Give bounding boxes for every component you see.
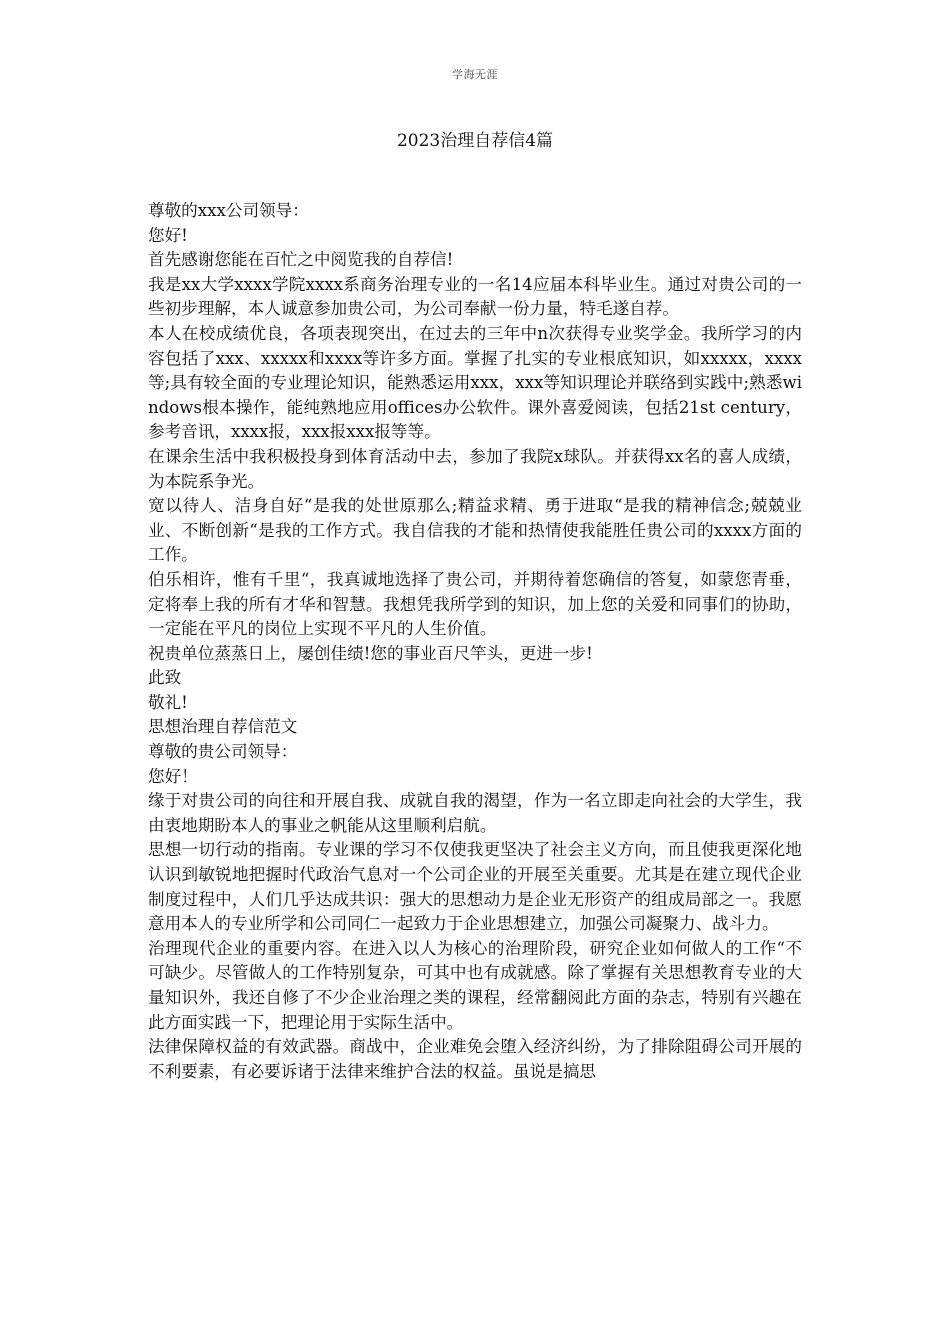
- paragraph: 我是xx大学xxxx学院xxxx系商务治理专业的一名14应届本科毕业生。通过对贵公司的一些初步理解，本人诚意参加贵公司，为公司奉献一份力量，特毛遂自荐。: [148, 274, 802, 319]
- paragraph: 敬礼!: [148, 692, 188, 712]
- paragraph: 尊敬的xxx公司领导：: [148, 201, 309, 220]
- paragraph: 在课余生活中我积极投身到体育活动中去，参加了我院x球队。并获得xx名的喜人成绩，为本院系争光。: [148, 446, 802, 491]
- paragraph: 首先感谢您能在百忙之中阅览我的自荐信!: [148, 250, 454, 270]
- paragraph: 祝贵单位蒸蒸日上，屡创佳绩!您的事业百尺竿头，更进一步!: [148, 643, 593, 663]
- paragraph: 治理现代企业的重要内容。在进入以人为核心的治理阶段，研究企业如何做人的工作“不可缺少。尽管做人的工作特别复杂，可其中也有成就感。除了掌握有关思想教育专业的大量知识外，我还自修了不少企业治理之类的课程，经常翻阅此方面的杂志，特别有兴趣在此方面实践一下，把理论用于实际生活中。: [148, 938, 802, 1032]
- document-body: [148, 199, 802, 1084]
- document-title: 2023治理自荐信4篇: [396, 131, 554, 151]
- paragraph: 您好!: [148, 225, 188, 245]
- paragraph: 本人在校成绩优良，各项表现突出，在过去的三年中n次获得专业奖学金。我所学习的内容包括了xxx、xxxxx和xxxx等许多方面。掌握了扎实的专业根底知识，如xxxxx，xxxx等;具有较全面的专业理论知识，能熟悉运用xxx，xxx等知识理论并联络到实践中;熟悉windows根本操作，能纯熟地应用offices办公软件。课外喜爱阅读，包括21st century，参考音讯，xxxx报，xxx报xxx报等等。: [148, 323, 802, 442]
- page-header-mark: 学海无涯: [452, 68, 498, 81]
- paragraph: 宽以待人、洁身自好“是我的处世原那么;精益求精、勇于进取“是我的精神信念;兢兢业业、不断创新“是我的工作方式。我自信我的才能和热情使我能胜任贵公司的xxxx方面的工作。: [148, 496, 802, 565]
- paragraph: 法律保障权益的有效武器。商战中，企业难免会堕入经济纠纷，为了排除阻碍公司开展的不利要素，有必要诉诸于法律来维护合法的权益。虽说是搞思: [148, 1037, 802, 1081]
- section-heading: 思想治理自荐信范文: [148, 717, 298, 737]
- paragraph: 思想一切行动的指南。专业课的学习不仅使我更坚决了社会主义方向，而且使我更深化地认识到敏锐地把握时代政治气息对一个公司企业的开展至关重要。尤其是在建立现代企业制度过程中，人们几乎达成共识：强大的思想动力是企业无形资产的组成局部之一。我愿意用本人的专业所学和公司同仁一起致力于企业思想建立，加强公司凝聚力、战斗力。: [148, 840, 802, 934]
- paragraph: 此致: [148, 668, 182, 688]
- paragraph: 伯乐相许，惟有千里“，我真诚地选择了贵公司，并期待着您确信的答复，如蒙您青垂，定将奉上我的所有才华和智慧。我想凭我所学到的知识，加上您的关爱和同事们的协助，一定能在平凡的岗位上实现不平凡的人生价值。: [148, 569, 802, 639]
- paragraph: 您好！: [148, 766, 198, 786]
- paragraph: 缘于对贵公司的向往和开展自我、成就自我的渴望，作为一名立即走向社会的大学生，我由衷地期盼本人的事业之帆能从这里顺利启航。: [148, 791, 802, 835]
- paragraph: 尊敬的贵公司领导：: [148, 742, 298, 762]
